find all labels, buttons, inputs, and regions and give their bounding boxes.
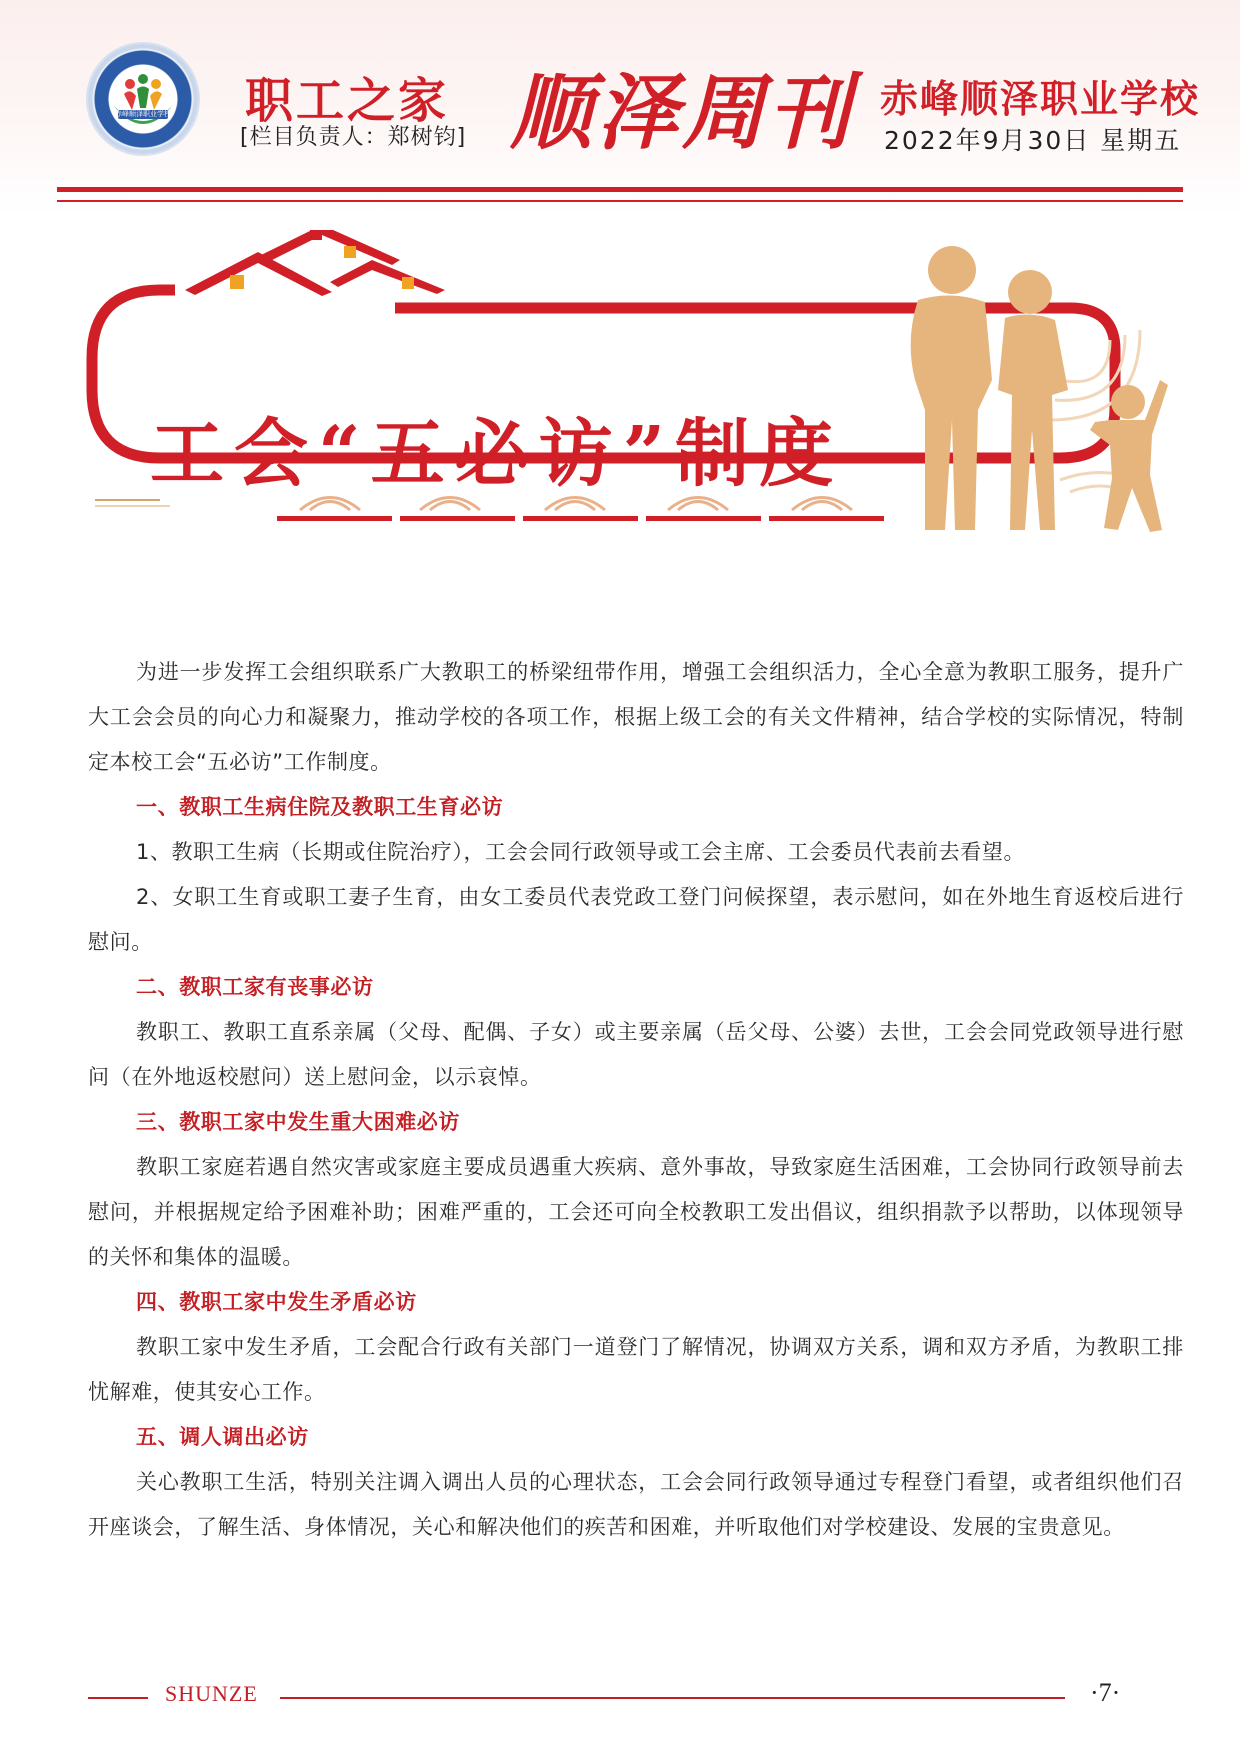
footer-brand: SHUNZE (165, 1681, 258, 1706)
header-rule-thick (57, 187, 1183, 192)
section-paragraph: 教职工、教职工直系亲属（父母、配偶、子女）或主要亲属（岳父母、公婆）去世，工会会同党政领导进行慰问（在外地返校慰问）送上慰问金，以示哀悼。 (88, 1020, 1184, 1089)
section-paragraph: 教职工家庭若遇自然灾害或家庭主要成员遇重大疾病、意外事故，导致家庭生活困难，工会协同行政领导前去慰问，并根据规定给予困难补助；困难严重的，工会还可向全校教职工发出倡议，组织捐款予以帮助，以体现领导的关怀和集体的温暖。 (88, 1155, 1184, 1269)
school-logo-icon (88, 44, 198, 154)
house-roof-icon (185, 230, 445, 296)
school-name: 赤峰顺泽职业学校 (880, 77, 1201, 121)
section-paragraph: 教职工家中发生矛盾，工会配合行政有关部门一道登门了解情况，协调双方关系，调和双方矛盾，为教职工排忧解难，使其安心工作。 (88, 1335, 1184, 1404)
section-paragraph: 关心教职工生活，特别关注调入调出人员的心理状态，工会会同行政领导通过专程登门看望，或者组织他们召开座谈会，了解生活、身体情况，关心和解决他们的疾苦和困难，并听取他们对学校建设、发展的宝贵意见。 (88, 1470, 1184, 1539)
section-heading: 一、教职工生病住院及教职工生育必访 (136, 795, 504, 819)
header-rule-thin (57, 200, 1183, 202)
magazine-title: 顺泽周刊 (510, 65, 854, 161)
issue-date: 2022年9月30日 星期五 (884, 126, 1182, 155)
logo-text: 赤峰顺泽职业学校 (115, 110, 171, 118)
banner-title: 工会“五必访”制度 (150, 411, 844, 497)
column-editor: [栏目负责人：郑树钧] (240, 125, 467, 150)
footer-rule-left (88, 1697, 148, 1699)
page-number: ·7· (1090, 1678, 1121, 1707)
article-intro: 为进一步发挥工会组织联系广大教职工的桥梁纽带作用，增强工会组织活力，全心全意为教职工服务，提升广大工会会员的向心力和凝聚力，推动学校的各项工作，根据上级工会的有关文件精神，结合学校的实际情况，特制定本校工会“五必访”工作制度。 (88, 660, 1184, 774)
section-heading: 四、教职工家中发生矛盾必访 (136, 1290, 417, 1314)
article-body (88, 650, 1184, 1550)
section-heading: 五、调人调出必访 (136, 1425, 309, 1449)
section-heading: 三、教职工家中发生重大困难必访 (136, 1110, 460, 1134)
section-paragraph: 1、教职工生病（长期或住院治疗），工会会同行政领导或工会主席、工会委员代表前去看望。 (136, 840, 1026, 864)
section-paragraph: 2、女职工生育或职工妻子生育，由女工委员代表党政工登门问候探望，表示慰问，如在外地生育返校后进行慰问。 (88, 885, 1184, 954)
family-silhouette-icon (911, 246, 1168, 532)
column-title: 职工之家 (245, 73, 450, 129)
section-heading: 二、教职工家有丧事必访 (136, 975, 374, 999)
footer-rule-right (280, 1697, 1065, 1699)
